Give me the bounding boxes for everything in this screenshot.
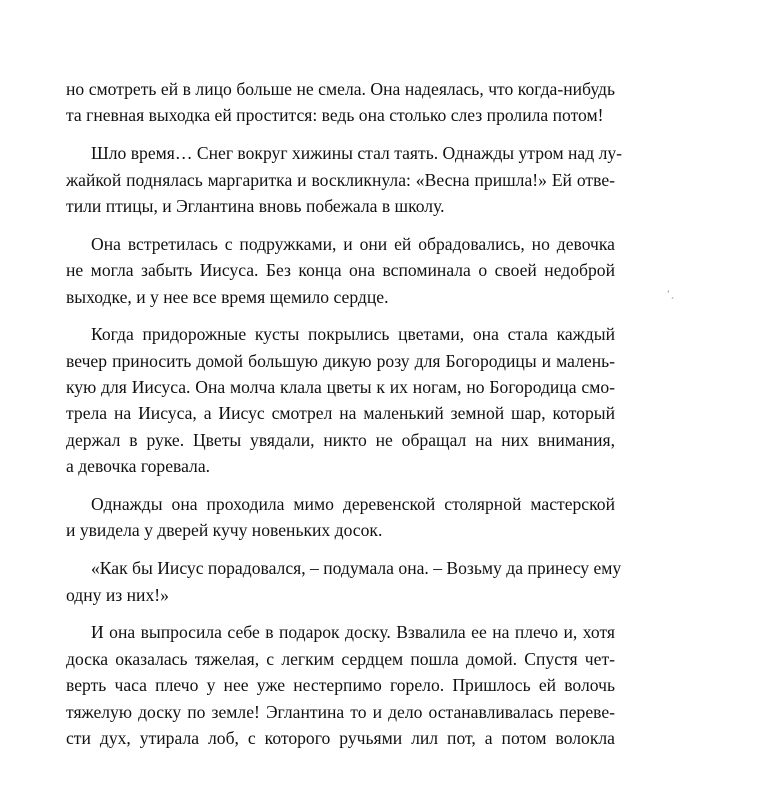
- text-line: Когда придорожные кусты покрылись цветами, она стала каждый: [91, 324, 615, 345]
- paragraph-gap: [66, 219, 615, 230]
- text-line: держал в руке. Цветы увядали, никто не обращал на них внимания,: [66, 429, 615, 450]
- text-line: вечер приносить домой большую дикую розу для Богородицы и малень-: [66, 350, 615, 371]
- text-line: Шло время… Снег вокруг хижины стал таять. Однажды утром над лу-: [91, 143, 622, 164]
- text-line: одну из них!»: [66, 584, 169, 605]
- paragraph: [66, 555, 622, 608]
- text-line: тяжелую доску по земле! Эглантина то и дело останавливалась переве-: [66, 701, 615, 722]
- paragraph: [66, 491, 615, 544]
- text-line: та гневная выходка ей простится: ведь она столько слез пролила потом!: [66, 105, 604, 126]
- paragraph: [66, 321, 615, 479]
- text-line: не могла забыть Иисуса. Без конца она вспоминала о своей недоброй: [66, 260, 615, 281]
- paragraph-gap: [66, 544, 615, 555]
- text-line: жайкой поднялась маргаритка и воскликнула: «Весна пришла!» Ей отве-: [66, 169, 615, 190]
- paragraph: [66, 140, 622, 219]
- text-line: верть часа плечо у нее уже нестерпимо горело. Пришлось ей волочь: [66, 675, 615, 696]
- paragraph: [66, 619, 615, 751]
- paragraph: [66, 231, 615, 310]
- text-line: Однажды она проходила мимо деревенской столярной мастерской: [91, 494, 615, 515]
- text-line: а девочка горевала.: [66, 456, 211, 477]
- book-page-text: [66, 76, 622, 751]
- text-line: и увидела у дверей кучу новеньких досок.: [66, 520, 383, 541]
- paragraph-gap: [66, 608, 615, 619]
- text-line: тили птицы, и Эглантина вновь побежала в школу.: [66, 195, 445, 216]
- paragraph: [66, 76, 615, 129]
- text-line: «Как бы Иисус порадовался, – подумала она. – Возьму да принесу ему: [91, 558, 622, 579]
- paragraph-gap: [66, 480, 615, 491]
- text-line: сти дух, утирала лоб, с которого ручьями лил пот, а потом волокла: [66, 727, 615, 748]
- text-line: выходке, и у нее все время щемило сердце.: [66, 286, 389, 307]
- text-line: но смотреть ей в лицо больше не смела. Она надеялась, что когда-нибудь: [66, 79, 615, 99]
- text-line: И она выпросила себе в подарок доску. Взвалила ее на плечо и, хотя: [91, 622, 615, 643]
- text-line: трела на Иисуса, а Иисус смотрел на маленький земной шар, который: [66, 403, 615, 424]
- text-line: кую для Иисуса. Она молча клала цветы к их ногам, но Богородица смо-: [66, 377, 615, 398]
- margin-mark: ʻˏ: [667, 290, 675, 300]
- text-line: Она встретилась с подружками, и они ей обрадовались, но девочка: [91, 233, 615, 254]
- paragraph-gap: [66, 129, 615, 140]
- text-line: доска оказалась тяжелая, с легким сердцем пошла домой. Спустя чет-: [66, 648, 615, 669]
- paragraph-gap: [66, 310, 615, 321]
